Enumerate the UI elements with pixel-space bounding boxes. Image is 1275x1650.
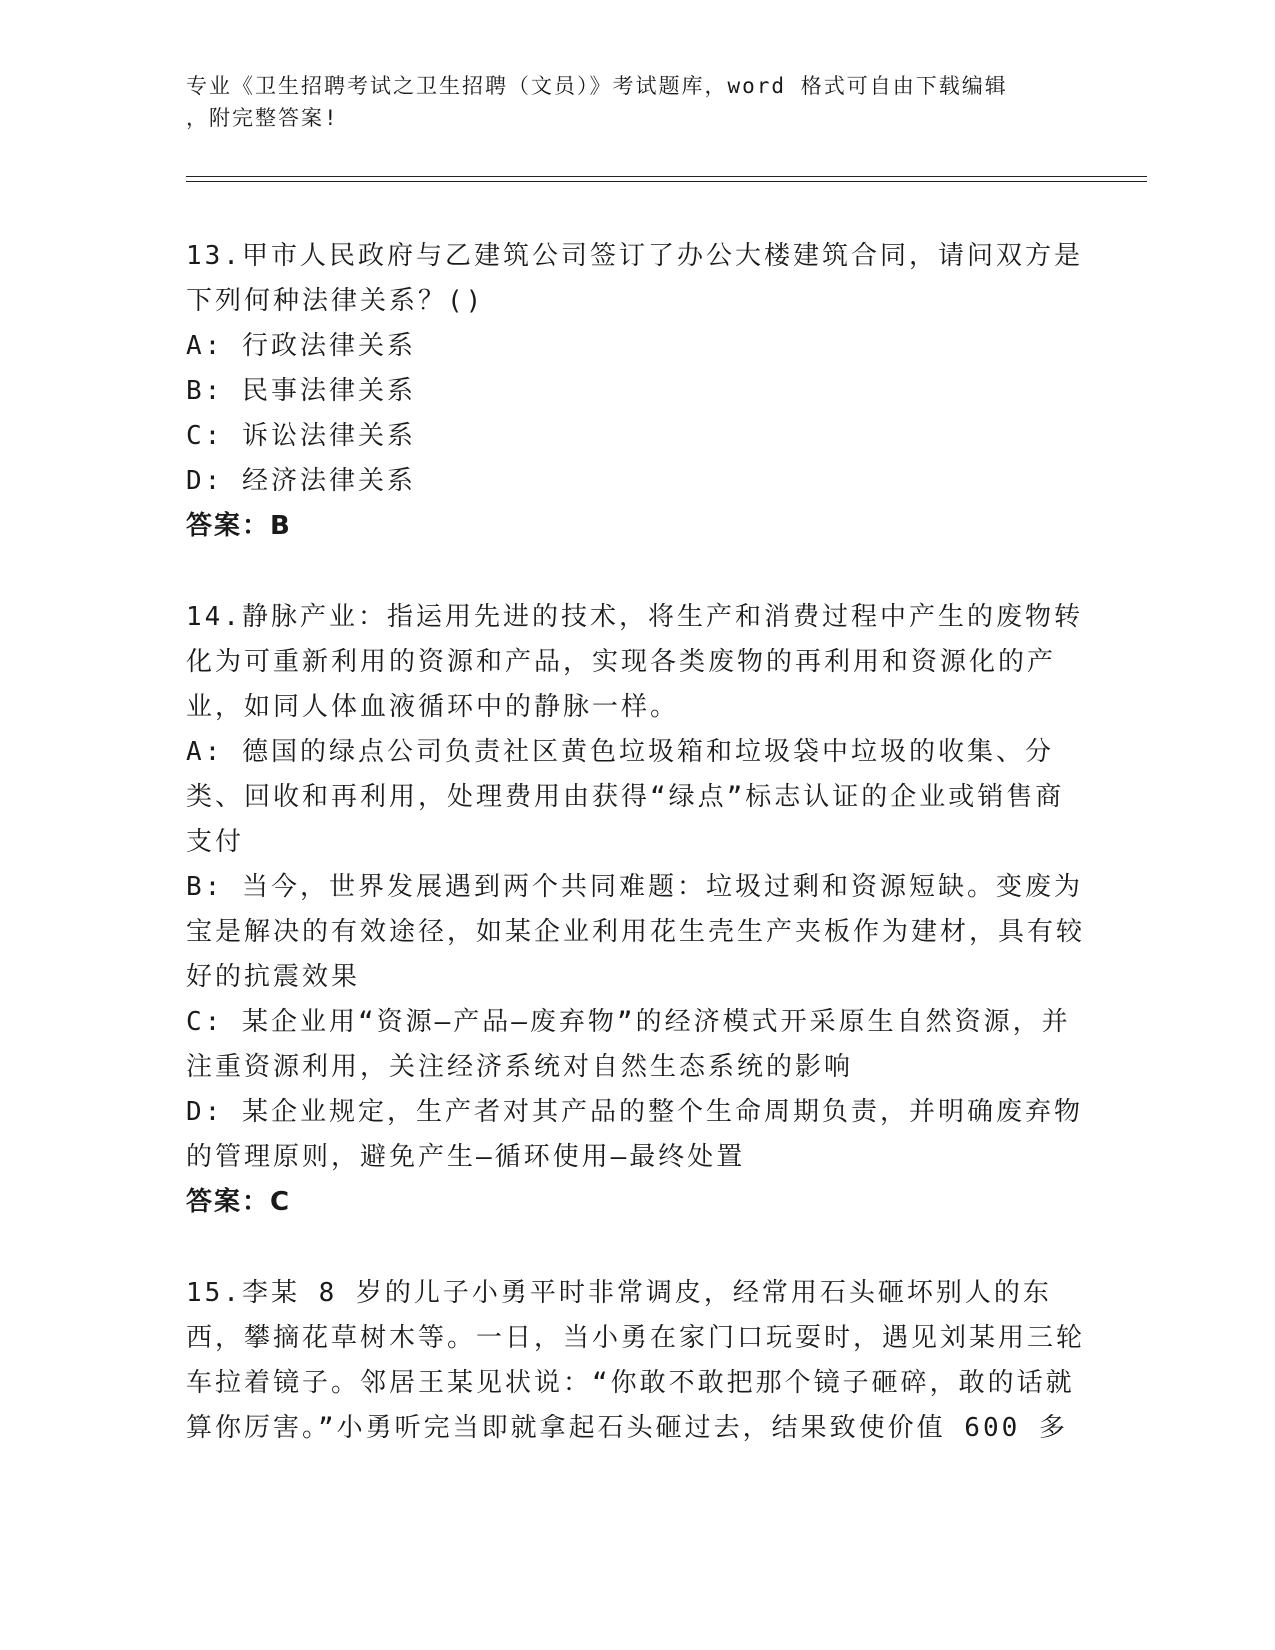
question-text: 13.甲市人民政府与乙建筑公司签订了办公大楼建筑合同，请问双方是下列何种法律关系？() <box>186 241 1083 316</box>
answer: 答案：C <box>186 1187 292 1217</box>
option-d: D: 某企业规定，生产者对其产品的整个生命周期负责，并明确废弃物的管理原则，避免产生—循环使用—最终处置 <box>186 1097 1083 1172</box>
question-gap <box>186 1225 1086 1271</box>
option-d: D: 经济法律关系 <box>186 466 416 496</box>
question-14 <box>186 595 1086 1225</box>
option-b: B: 民事法律关系 <box>186 376 416 406</box>
document-header <box>186 70 1086 134</box>
header-divider-top <box>186 176 1147 177</box>
question-gap <box>186 549 1086 595</box>
option-c: C: 诉讼法律关系 <box>186 421 416 451</box>
question-list <box>186 234 1086 1451</box>
option-a: A: 行政法律关系 <box>186 331 416 361</box>
answer: 答案：B <box>186 511 292 541</box>
question-text: 15.李某 8 岁的儿子小勇平时非常调皮，经常用石头砸坏别人的东西，攀摘花草树木等。一日，当小勇在家门口玩耍时，遇见刘某用三轮车拉着镜子。邻居王某见状说：“你敢不敢把那个镜子砸碎，敢的话就算你厉害。”小勇听完当即就拿起石头砸过去，结果致使价值 600 多 <box>186 1278 1086 1443</box>
header-divider-bottom <box>186 181 1147 182</box>
option-c: C: 某企业用“资源—产品—废弃物”的经济模式开采原生自然资源，并注重资源利用，关注经济系统对自然生态系统的影响 <box>186 1007 1071 1082</box>
question-text: 14.静脉产业：指运用先进的技术，将生产和消费过程中产生的废物转化为可重新利用的资源和产品，实现各类废物的再利用和资源化的产业，如同人体血液循环中的静脉一样。 <box>186 602 1083 722</box>
option-a: A: 德国的绿点公司负责社区黄色垃圾箱和垃圾袋中垃圾的收集、分类、回收和再利用，处理费用由获得“绿点”标志认证的企业或销售商支付 <box>186 737 1065 857</box>
question-13 <box>186 234 1086 549</box>
question-15 <box>186 1271 1086 1451</box>
header-line-2: ，附完整答案! <box>186 106 339 130</box>
header-line-1: 专业《卫生招聘考试之卫生招聘（文员）》考试题库，word 格式可自由下载编辑 <box>186 74 1008 98</box>
option-b: B: 当今，世界发展遇到两个共同难题：垃圾过剩和资源短缺。变废为宝是解决的有效途径，如某企业利用花生壳生产夹板作为建材，具有较好的抗震效果 <box>186 872 1086 992</box>
